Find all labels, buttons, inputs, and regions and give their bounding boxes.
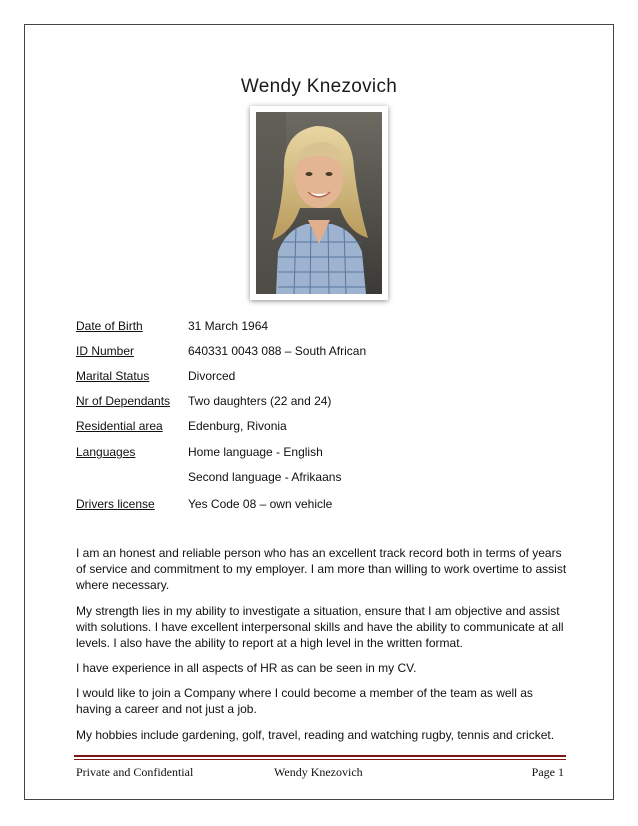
- footer-confidential: Private and Confidential: [76, 765, 194, 779]
- detail-value: Divorced: [188, 369, 236, 383]
- detail-value: 640331 0043 088 – South African: [188, 344, 367, 358]
- detail-label: Drivers license: [76, 497, 155, 511]
- detail-value: Two daughters (22 and 24): [188, 394, 332, 408]
- goals-paragraph: I would like to join a Company where I could become a member of the team as well as having a career and not just a job.: [76, 686, 533, 716]
- footer-name: Wendy Knezovich: [274, 765, 363, 779]
- detail-label: Languages: [76, 445, 136, 459]
- detail-label: Nr of Dependants: [76, 394, 171, 408]
- detail-label: Marital Status: [76, 369, 150, 383]
- footer-page-number: Page 1: [531, 765, 564, 779]
- portrait-photo-icon: [256, 112, 382, 294]
- detail-value: Home language - English: [188, 445, 323, 459]
- summary-paragraph: I am an honest and reliable person who has an excellent track record both in terms of years of service and commitment to my employer. I am more than willing to work overtime to assist where necessary.: [76, 546, 567, 592]
- profile-photo: [250, 106, 388, 300]
- page-title: Wendy Knezovich: [240, 76, 398, 97]
- experience-paragraph: I have experience in all aspects of HR as can be seen in my CV.: [76, 661, 417, 675]
- footer-rule: [74, 755, 566, 757]
- detail-label: ID Number: [76, 344, 135, 358]
- strengths-paragraph: My strength lies in my ability to investigate a situation, ensure that I am objective and assist with solutions. I have excellent interpersonal skills and have the ability to communicate at all levels. I also have the ability to report at a high level in the written format.: [76, 604, 564, 650]
- detail-value: Second language - Afrikaans: [188, 470, 342, 484]
- detail-value: 31 March 1964: [188, 319, 269, 333]
- detail-value: Yes Code 08 – own vehicle: [188, 497, 333, 511]
- detail-label: Date of Birth: [76, 319, 143, 333]
- detail-label: Residential area: [76, 419, 163, 433]
- detail-value: Edenburg, Rivonia: [188, 419, 287, 433]
- footer-rule-thin: [74, 759, 566, 760]
- hobbies-paragraph: My hobbies include gardening, golf, travel, reading and watching rugby, tennis and cricket.: [76, 728, 555, 742]
